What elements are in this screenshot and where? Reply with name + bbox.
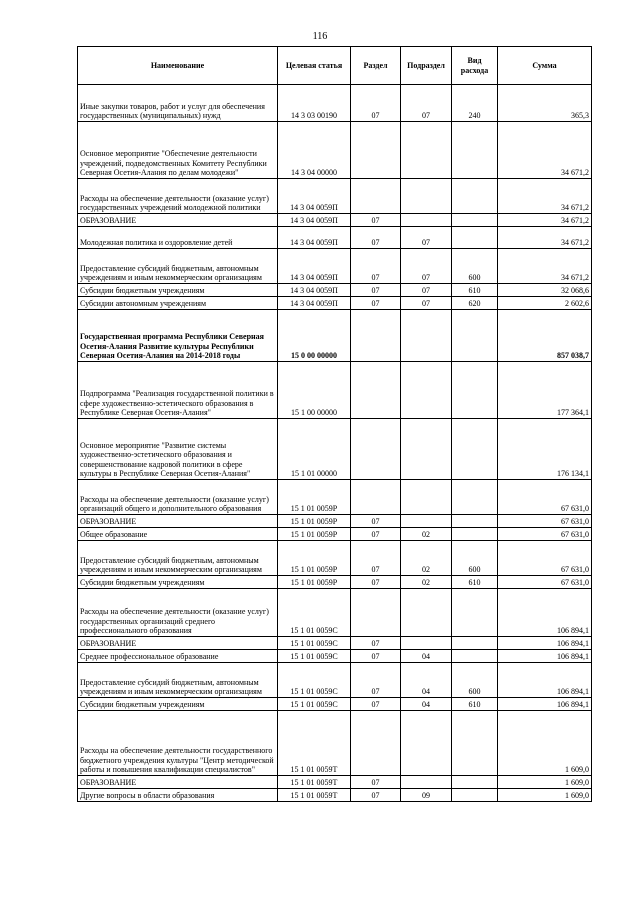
row-target: 15 1 01 0059С [278, 589, 351, 637]
row-amount: 106 894,1 [498, 698, 592, 711]
row-section: 07 [351, 576, 401, 589]
row-section: 07 [351, 789, 401, 802]
row-section: 07 [351, 698, 401, 711]
row-name: Общее образование [78, 528, 278, 541]
column-header-target: Целевая статья [278, 47, 351, 85]
row-section [351, 711, 401, 776]
row-name: Основное мероприятие "Развитие системы художественно-эстетического образования и совершенствование кадровой политики в сфере культуры в Республике Северная Осетия-Алания" [78, 419, 278, 480]
row-name: Расходы на обеспечение деятельности (оказание услуг) государственных организаций среднего профессионального образования [78, 589, 278, 637]
table-row [78, 214, 592, 227]
row-target: 15 1 01 0059Т [278, 711, 351, 776]
row-expense-type: 610 [452, 698, 498, 711]
row-subsection: 07 [401, 227, 452, 249]
row-subsection: 04 [401, 698, 452, 711]
budget-table [77, 46, 592, 802]
table-row [78, 297, 592, 310]
row-subsection [401, 179, 452, 214]
row-section: 07 [351, 227, 401, 249]
table-row [78, 122, 592, 179]
table-row [78, 711, 592, 776]
row-expense-type: 610 [452, 576, 498, 589]
row-target: 14 3 04 0059П [278, 297, 351, 310]
row-target: 14 3 04 0059П [278, 179, 351, 214]
row-section: 07 [351, 85, 401, 122]
row-amount: 106 894,1 [498, 650, 592, 663]
table-row [78, 85, 592, 122]
row-subsection: 02 [401, 576, 452, 589]
row-expense-type [452, 214, 498, 227]
column-header-section: Раздел [351, 47, 401, 85]
row-subsection: 07 [401, 249, 452, 284]
row-expense-type [452, 776, 498, 789]
row-subsection [401, 711, 452, 776]
table-row [78, 227, 592, 249]
row-name: Другие вопросы в области образования [78, 789, 278, 802]
row-amount: 1 609,0 [498, 789, 592, 802]
row-expense-type: 600 [452, 541, 498, 576]
row-subsection [401, 122, 452, 179]
row-name: ОБРАЗОВАНИЕ [78, 515, 278, 528]
row-section [351, 362, 401, 419]
row-expense-type [452, 227, 498, 249]
row-amount: 177 364,1 [498, 362, 592, 419]
row-name: Предоставление субсидий бюджетным, автономным учреждениям и иным некоммерческим организациям [78, 249, 278, 284]
table-row [78, 789, 592, 802]
row-name: Предоставление субсидий бюджетным, автономным учреждениям и иным некоммерческим организациям [78, 663, 278, 698]
row-expense-type [452, 480, 498, 515]
row-expense-type [452, 637, 498, 650]
column-header-amount: Сумма [498, 47, 592, 85]
row-section [351, 419, 401, 480]
row-subsection [401, 480, 452, 515]
page-number: 116 [312, 31, 328, 42]
table-header-row [78, 47, 592, 85]
row-amount: 67 631,0 [498, 480, 592, 515]
row-expense-type: 620 [452, 297, 498, 310]
row-subsection [401, 214, 452, 227]
row-expense-type [452, 122, 498, 179]
row-expense-type [452, 419, 498, 480]
table-row [78, 362, 592, 419]
table-row [78, 284, 592, 297]
row-section: 07 [351, 515, 401, 528]
table-body [78, 85, 592, 802]
row-name: Расходы на обеспечение деятельности государственного бюджетного учреждения культуры "Центр методической работы и повышения квалификации специалистов" [78, 711, 278, 776]
row-amount: 34 671,2 [498, 179, 592, 214]
row-expense-type [452, 711, 498, 776]
row-amount: 34 671,2 [498, 227, 592, 249]
column-header-name: Наименование [78, 47, 278, 85]
row-subsection [401, 310, 452, 362]
row-subsection: 07 [401, 297, 452, 310]
row-subsection: 04 [401, 663, 452, 698]
row-name: Среднее профессиональное образование [78, 650, 278, 663]
row-section: 07 [351, 528, 401, 541]
row-subsection: 09 [401, 789, 452, 802]
row-expense-type [452, 515, 498, 528]
row-amount: 106 894,1 [498, 637, 592, 650]
row-target: 15 1 01 0059С [278, 663, 351, 698]
row-amount: 2 602,6 [498, 297, 592, 310]
row-section [351, 480, 401, 515]
row-expense-type [452, 589, 498, 637]
row-subsection: 02 [401, 528, 452, 541]
table-row [78, 310, 592, 362]
table-row [78, 179, 592, 214]
table-row [78, 480, 592, 515]
row-name: Основное мероприятие "Обеспечение деятельности учреждений, подведомственных Комитету Республики Северная Осетия-Алания по делам молодежи" [78, 122, 278, 179]
row-name: Субсидии автономным учреждениям [78, 297, 278, 310]
row-subsection: 02 [401, 541, 452, 576]
row-expense-type: 600 [452, 249, 498, 284]
row-target: 15 1 01 0059Р [278, 515, 351, 528]
row-section: 07 [351, 297, 401, 310]
row-amount: 34 671,2 [498, 214, 592, 227]
row-target: 15 1 01 0059Р [278, 480, 351, 515]
row-amount: 106 894,1 [498, 589, 592, 637]
row-subsection [401, 637, 452, 650]
row-section [351, 122, 401, 179]
row-expense-type [452, 789, 498, 802]
table-row [78, 650, 592, 663]
table-row [78, 528, 592, 541]
row-name: Расходы на обеспечение деятельности (оказание услуг) организаций общего и дополнительного образования [78, 480, 278, 515]
row-target: 14 3 04 0059П [278, 249, 351, 284]
row-target: 15 1 01 0059Т [278, 776, 351, 789]
row-target: 15 1 01 00000 [278, 419, 351, 480]
row-target: 15 1 01 0059Р [278, 528, 351, 541]
table-row [78, 419, 592, 480]
row-expense-type [452, 179, 498, 214]
table-row [78, 663, 592, 698]
row-section: 07 [351, 541, 401, 576]
row-amount: 1 609,0 [498, 776, 592, 789]
row-target: 15 1 01 0059Т [278, 789, 351, 802]
row-expense-type: 240 [452, 85, 498, 122]
row-target: 15 1 01 0059С [278, 637, 351, 650]
table-row [78, 698, 592, 711]
row-name: ОБРАЗОВАНИЕ [78, 214, 278, 227]
row-target: 14 3 04 0059П [278, 214, 351, 227]
table-row [78, 589, 592, 637]
row-amount: 1 609,0 [498, 711, 592, 776]
row-name: Субсидии бюджетным учреждениям [78, 698, 278, 711]
row-subsection [401, 515, 452, 528]
row-name: Предоставление субсидий бюджетным, автономным учреждениям и иным некоммерческим организациям [78, 541, 278, 576]
row-expense-type [452, 310, 498, 362]
row-section: 07 [351, 650, 401, 663]
row-amount: 67 631,0 [498, 528, 592, 541]
row-section [351, 589, 401, 637]
table-row [78, 515, 592, 528]
row-name: Расходы на обеспечение деятельности (оказание услуг) государственных учреждений молодежной политики [78, 179, 278, 214]
column-header-subsection: Подраздел [401, 47, 452, 85]
row-amount: 67 631,0 [498, 515, 592, 528]
row-expense-type [452, 650, 498, 663]
row-target: 15 1 01 0059Р [278, 576, 351, 589]
row-amount: 34 671,2 [498, 122, 592, 179]
row-subsection [401, 419, 452, 480]
row-amount: 34 671,2 [498, 249, 592, 284]
row-section: 07 [351, 637, 401, 650]
row-target: 14 3 04 0059П [278, 227, 351, 249]
row-expense-type: 610 [452, 284, 498, 297]
table-row [78, 637, 592, 650]
row-target: 15 1 01 0059С [278, 698, 351, 711]
table-row [78, 576, 592, 589]
row-expense-type [452, 362, 498, 419]
row-target: 15 1 01 0059С [278, 650, 351, 663]
row-section: 07 [351, 284, 401, 297]
row-section: 07 [351, 249, 401, 284]
row-amount: 67 631,0 [498, 576, 592, 589]
row-section: 07 [351, 663, 401, 698]
table-row [78, 776, 592, 789]
row-target: 14 3 03 00190 [278, 85, 351, 122]
row-amount: 106 894,1 [498, 663, 592, 698]
row-name: ОБРАЗОВАНИЕ [78, 776, 278, 789]
row-section [351, 179, 401, 214]
row-name: Государственная программа Республики Северная Осетия-Алания Развитие культуры Республики Северная Осетия-Алания на 2014-2018 годы [78, 310, 278, 362]
row-amount: 32 068,6 [498, 284, 592, 297]
row-section: 07 [351, 776, 401, 789]
table-row [78, 541, 592, 576]
column-header-expense-type: Вид расхода [452, 47, 498, 85]
row-name: Иные закупки товаров, работ и услуг для обеспечения государственных (муниципальных) нужд [78, 85, 278, 122]
row-name: Субсидии бюджетным учреждениям [78, 284, 278, 297]
row-subsection: 07 [401, 284, 452, 297]
row-subsection: 07 [401, 85, 452, 122]
row-target: 14 3 04 00000 [278, 122, 351, 179]
row-name: Подпрограмма "Реализация государственной политики в сфере художественно-эстетического образования в Республике Северная Осетия-Алания" [78, 362, 278, 419]
row-name: Субсидии бюджетным учреждениям [78, 576, 278, 589]
row-subsection [401, 589, 452, 637]
row-target: 15 1 01 0059Р [278, 541, 351, 576]
row-name: Молодежная политика и оздоровление детей [78, 227, 278, 249]
row-expense-type: 600 [452, 663, 498, 698]
row-subsection [401, 362, 452, 419]
row-amount: 176 134,1 [498, 419, 592, 480]
row-target: 15 0 00 00000 [278, 310, 351, 362]
row-section: 07 [351, 214, 401, 227]
table-row [78, 249, 592, 284]
row-target: 15 1 00 00000 [278, 362, 351, 419]
row-target: 14 3 04 0059П [278, 284, 351, 297]
row-subsection [401, 776, 452, 789]
row-expense-type [452, 528, 498, 541]
row-amount: 365,3 [498, 85, 592, 122]
row-name: ОБРАЗОВАНИЕ [78, 637, 278, 650]
row-amount: 67 631,0 [498, 541, 592, 576]
row-section [351, 310, 401, 362]
row-subsection: 04 [401, 650, 452, 663]
row-amount: 857 038,7 [498, 310, 592, 362]
